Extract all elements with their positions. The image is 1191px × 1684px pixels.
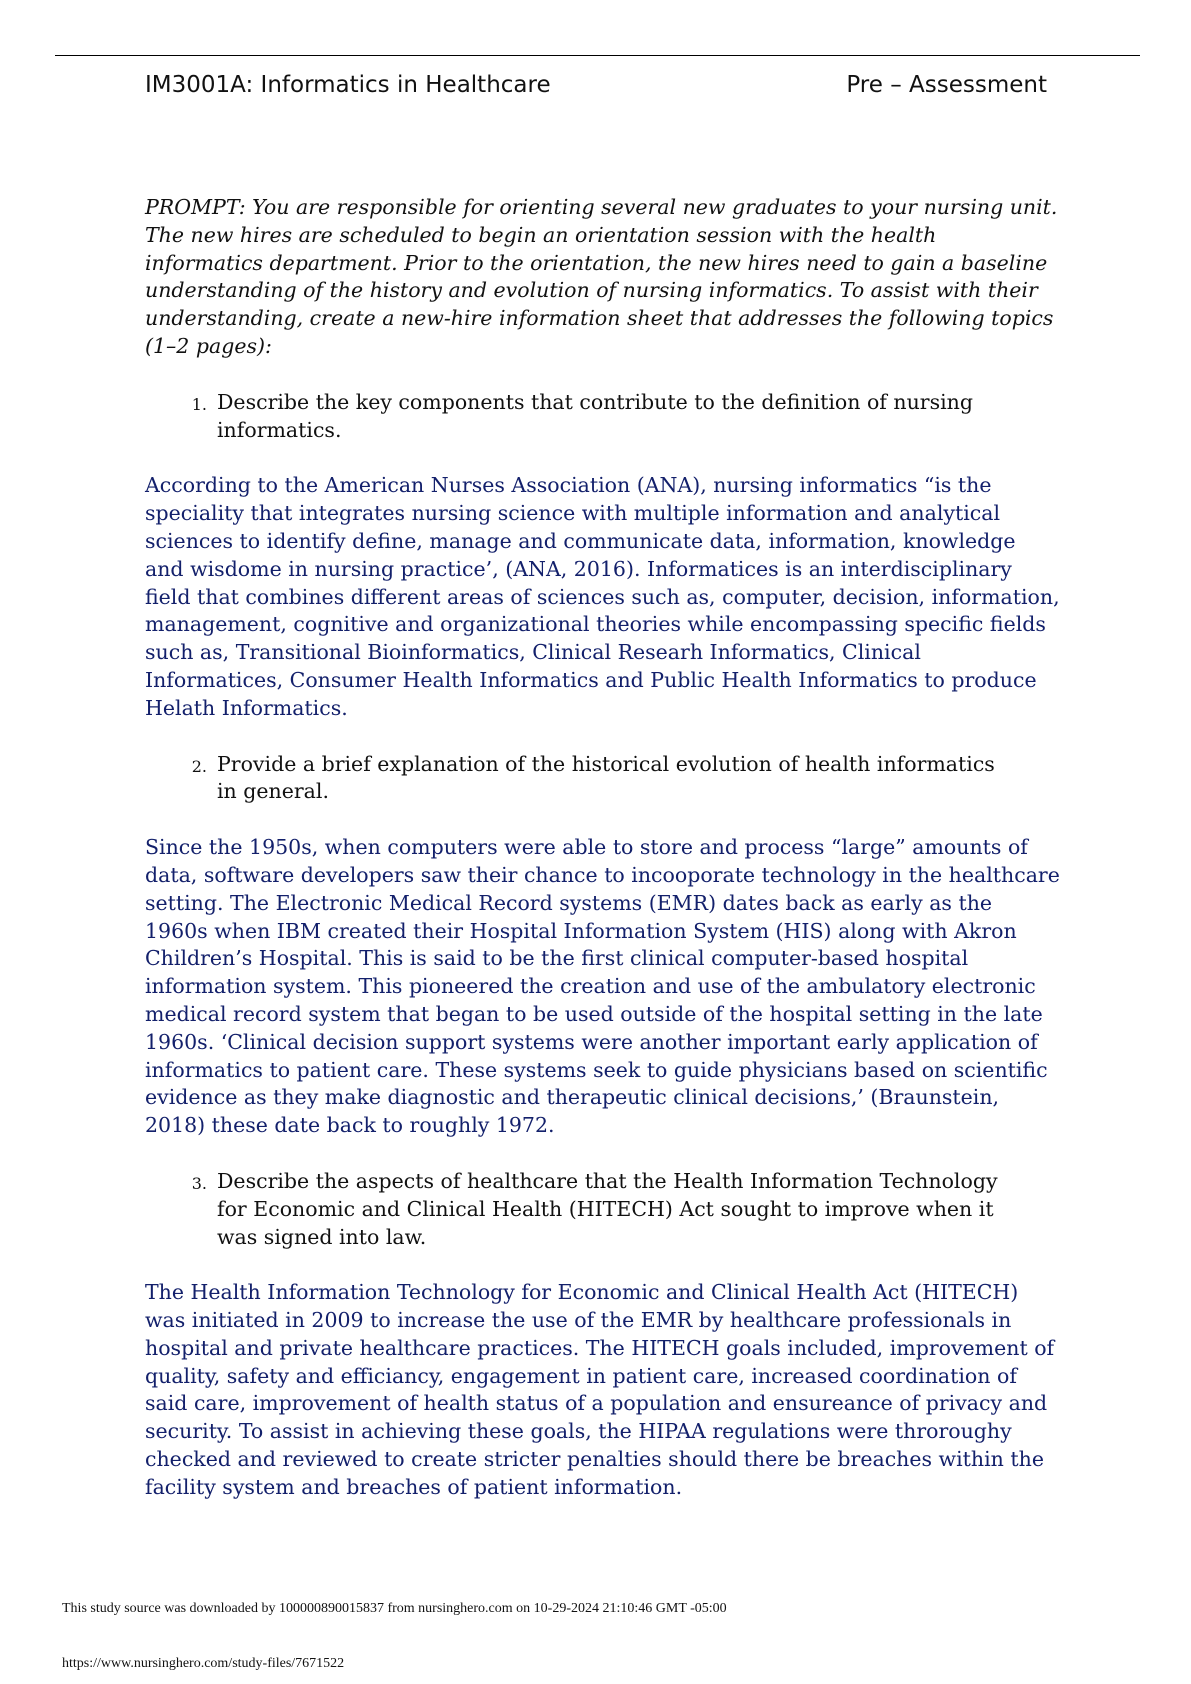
- question-text: Provide a brief explanation of the historical evolution of health informatics in general.: [217, 751, 995, 804]
- prompt-paragraph: PROMPT: You are responsible for orienting several new graduates to your nursing unit. The new hires are scheduled to begin an orientation session with the health informatics department. Prior to the orientation, the new hires need to gain a baseline understanding of the history and evolution of nursing informatics. To assist with their understanding, create a new-hire information sheet that addresses the following topics (1–2 pages):: [145, 195, 1058, 358]
- assessment-label: Pre – Assessment: [846, 72, 1047, 98]
- question-1: [145, 389, 1060, 445]
- question-number: 3.: [191, 1173, 207, 1193]
- answer-3: The Health Information Technology for Economic and Clinical Health Act (HITECH) was initiated in 2009 to increase the use of the EMR by healthcare professionals in hospital and private healthcare practices. The HITECH goals included, improvement of quality, safety and efficiancy, engagement in patient care, increased coordination of said care, improvement of health status of a population and ensureance of privacy and security. To assist in achieving these goals, the HIPAA regulations were throroughy checked and reviewed to create stricter penalties should there be breaches within the facility system and breaches of patient information.: [145, 1280, 1055, 1499]
- source-url: https://www.nursinghero.com/study-files/7671522: [62, 1656, 345, 1671]
- page-header: [145, 68, 1047, 102]
- question-2: [145, 751, 1060, 807]
- answer-1: According to the American Nurses Association (ANA), nursing informatics “is the speciality that integrates nursing science with multiple information and analytical sciences to identify define, manage and communicate data, information, knowledge and wisdome in nursing practice’, (ANA, 2016). Informatices is an interdisciplinary field that combines different areas of sciences such as, computer, decision, information, management, cognitive and organizational theories while encompassing specific fields such as, Transitional Bioinformatics, Clinical Researh Informatics, Clinical Informatices, Consumer Health Informatics and Public Health Informatics to produce Helath Informatics.: [145, 473, 1060, 720]
- header-rule: [55, 55, 1140, 56]
- question-number: 1.: [191, 394, 207, 414]
- question-text: Describe the key components that contribute to the definition of nursing informatics.: [217, 389, 974, 442]
- question-3: [145, 1168, 1060, 1251]
- document-body: [145, 194, 1060, 1530]
- course-title: IM3001A: Informatics in Healthcare: [145, 72, 551, 98]
- question-number: 2.: [191, 756, 207, 776]
- question-text: Describe the aspects of healthcare that the Health Information Technology for Economic and Clinical Health (HITECH) Act sought to improve when it was signed into law.: [217, 1168, 998, 1249]
- download-notice: This study source was downloaded by 100000890015837 from nursinghero.com on 10-29-2024 21:10:46 GMT -05:00: [62, 1601, 727, 1616]
- answer-2: Since the 1950s, when computers were able to store and process “large” amounts of data, software developers saw their chance to incooporate technology in the healthcare setting. The Electronic Medical Record systems (EMR) dates back as early as the 1960s when IBM created their Hospital Information System (HIS) along with Akron Children’s Hospital. This is said to be the first clinical computer-based hospital information system. This pioneered the creation and use of the ambulatory electronic medical record system that began to be used outside of the hospital setting in the late 1960s. ‘Clinical decision support systems were another important early application of informatics to patient care. These systems seek to guide physicians based on scientific evidence as they make diagnostic and therapeutic clinical decisions,’ (Braunstein, 2018) these date back to roughly 1972.: [145, 835, 1060, 1138]
